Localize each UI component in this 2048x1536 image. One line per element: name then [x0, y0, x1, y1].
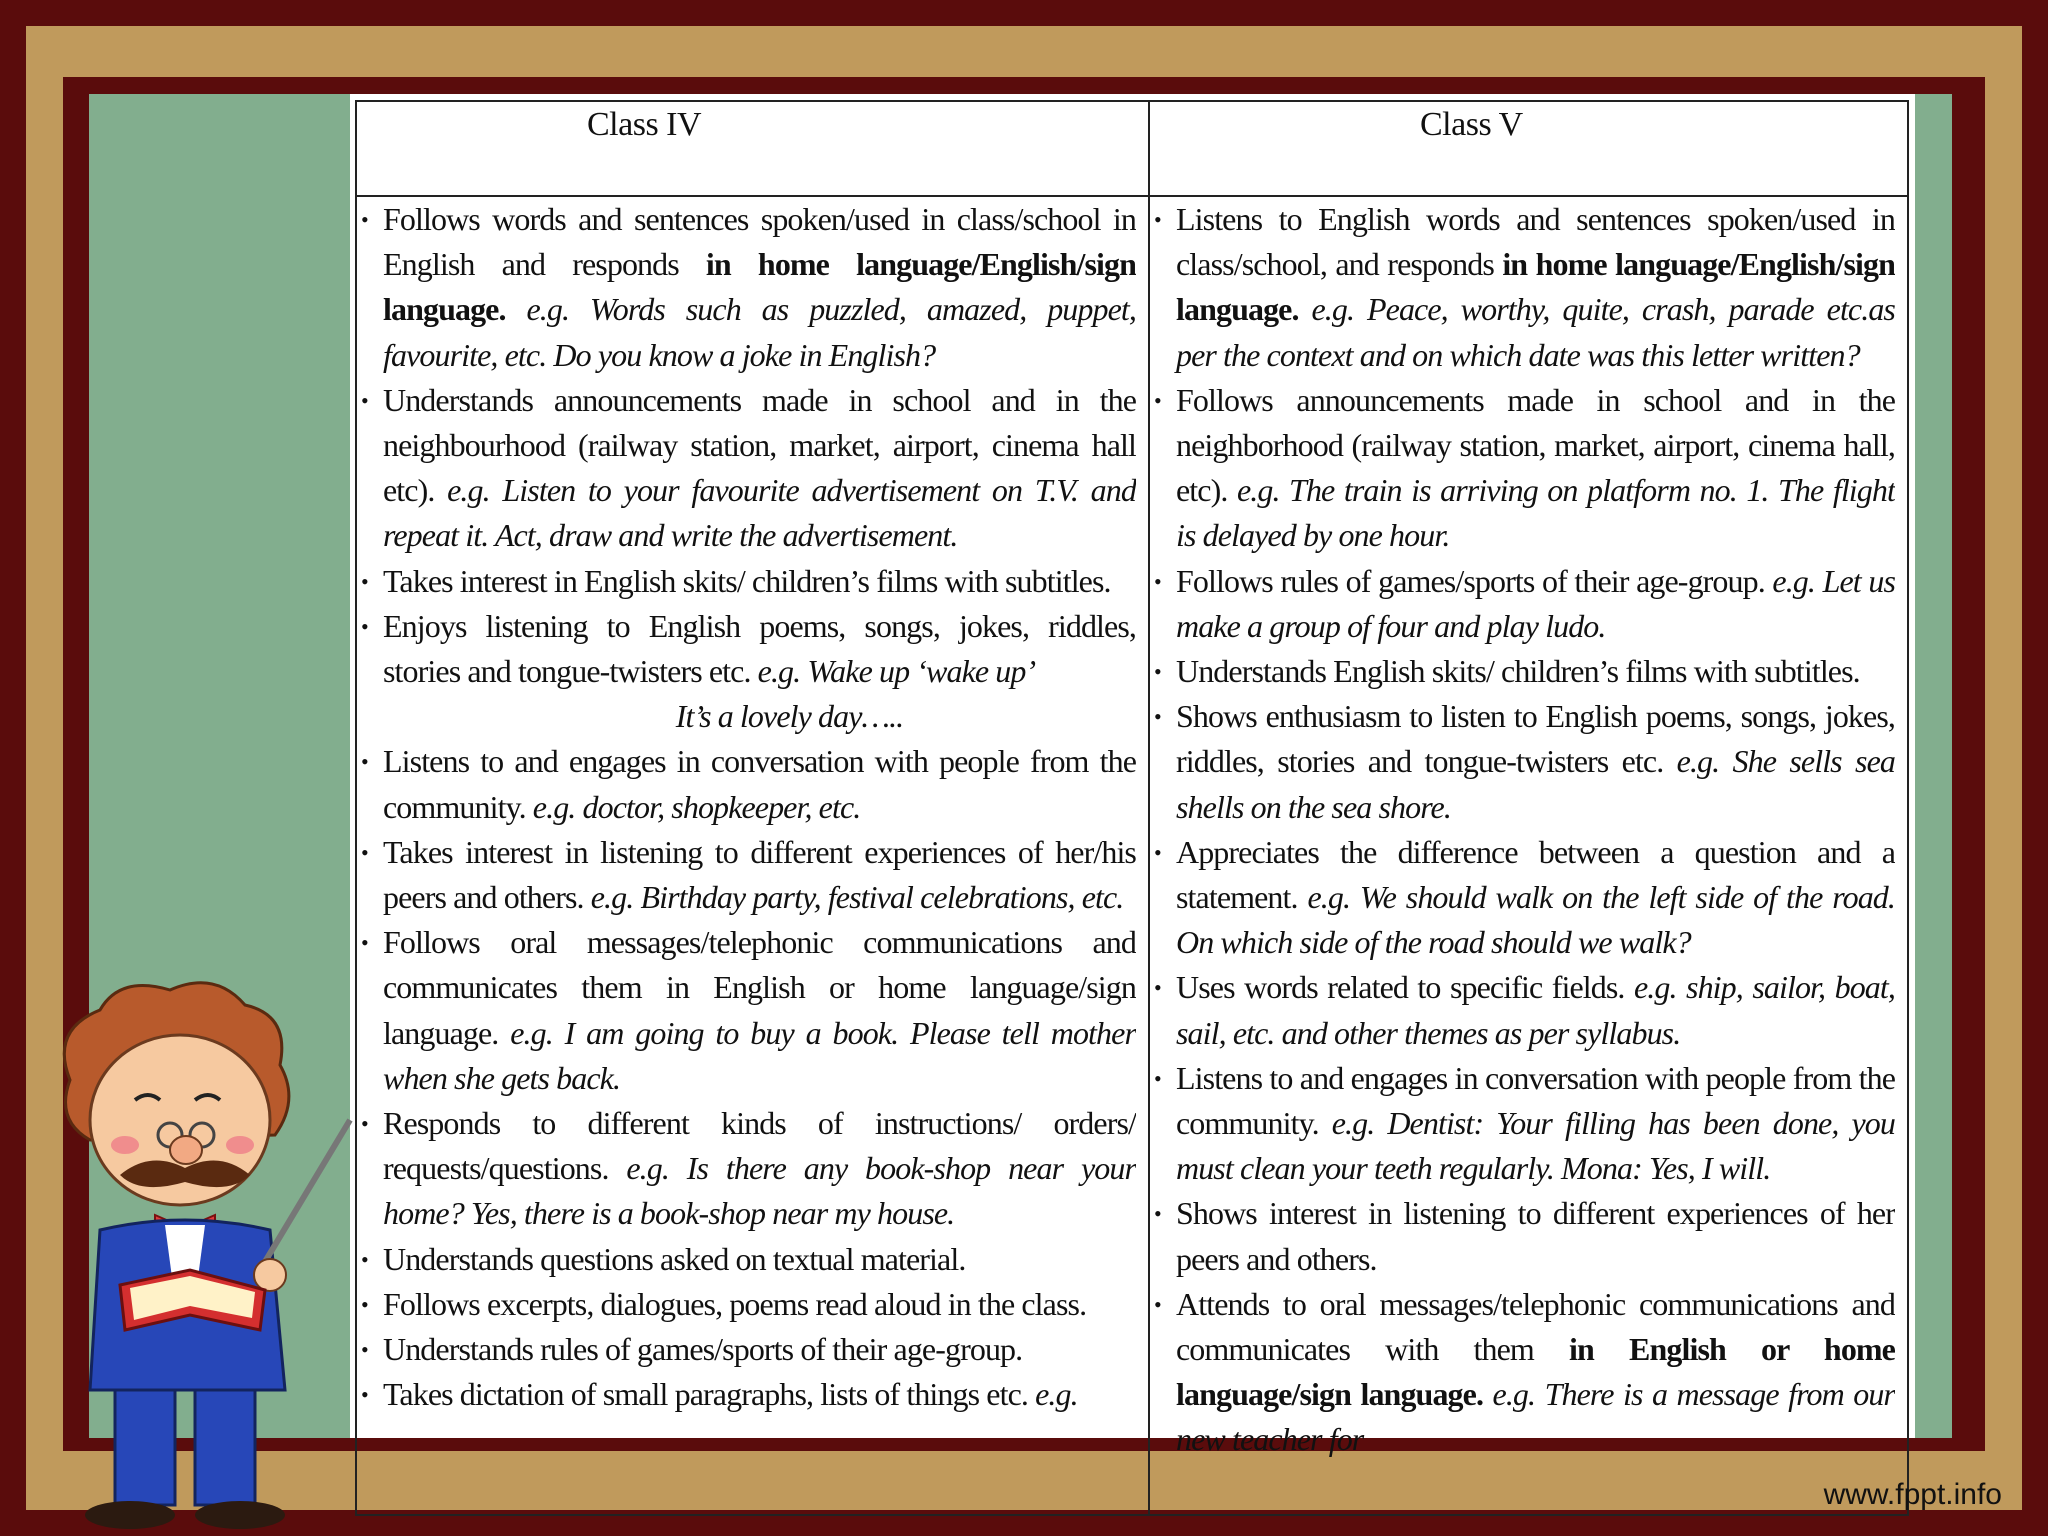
outcome-example: e.g. Words such as puzzled, amazed, puppet, favourite, etc. Do you know a joke in English? [383, 291, 1136, 373]
outcome-text: Understands rules of games/sports of their age-group. [383, 1331, 1023, 1368]
outcome-text: Understands English skits/ children’s films with subtitles. [1176, 653, 1860, 690]
outcome-text: Understands questions asked on textual material. [383, 1240, 966, 1277]
class-iv-outcome-item [361, 1237, 1136, 1282]
outcome-example: e.g. Birthday party, festival celebrations, etc. [590, 879, 1124, 916]
outcome-text: Uses words related to specific fields. [1176, 969, 1634, 1006]
outcome-text: Responds to different kinds of instructions/ orders/ requests/questions. [383, 1105, 1136, 1187]
curriculum-table [355, 100, 1909, 1516]
outcome-text: Understands announcements made in school and in the neighbourhood (railway station, market, airport, cinema hall etc). [383, 381, 1136, 509]
teacher-illustration [30, 970, 360, 1536]
table-header-row [356, 101, 1908, 196]
outcome-text: Takes dictation of small paragraphs, lists of things etc. [383, 1376, 1036, 1413]
outcome-bold-text: in home language/English/sign language. [383, 246, 1136, 328]
class-v-outcome-item [1154, 1056, 1895, 1192]
site-watermark: www.fppt.info [1823, 1478, 2002, 1511]
class-iv-outcome-item [361, 1282, 1136, 1327]
outcome-bold-text: in home language/English/sign language. [1176, 246, 1895, 328]
outcome-example: e.g. Let us make a group of four and play ludo. [1176, 562, 1895, 644]
class-v-outcome-item [1154, 649, 1895, 694]
outcome-example: e.g. Peace, worthy, quite, crash, parade etc.as per the context and on which date was this letter written? [1176, 291, 1895, 373]
outcome-text: Enjoys listening to English poems, songs, jokes, riddles, stories and tongue-twisters etc. [383, 607, 1136, 690]
outcome-text: Follows rules of games/sports of their age-group. [1176, 562, 1773, 599]
class-iv-outcomes-list [361, 197, 1136, 1417]
outcome-text: Follows announcements made in school and in the neighborhood (railway station, market, airport, cinema hall, etc). [1176, 381, 1895, 509]
class-iv-outcome-item [361, 604, 1136, 740]
outcome-example-continued: It’s a lovely day….. [675, 698, 904, 735]
class-v-outcome-item [1154, 1191, 1895, 1281]
outcome-text: Follows oral messages/telephonic communications and communicates them in English or home language/sign language. [383, 924, 1136, 1051]
class-iv-outcome-item [361, 920, 1136, 1101]
class-v-outcome-item [1154, 965, 1895, 1055]
class-iv-column [356, 196, 1149, 1515]
class-v-outcome-item [1154, 1282, 1895, 1463]
outcome-example: e.g. There is a message from our new teacher for [1176, 1376, 1895, 1458]
outcome-text: Listens to English words and sentences spoken/used in class/school, and responds [1176, 201, 1895, 283]
outcome-text: Follows words and sentences spoken/used in class/school in English and responds [383, 201, 1136, 283]
outcome-example: e.g. doctor, shopkeeper, etc. [532, 788, 861, 825]
class-iv-outcome-item [361, 197, 1136, 378]
outcome-example: e.g. She sells sea shells on the sea shore. [1176, 743, 1895, 825]
outcome-example: e.g. I am going to buy a book. Please tell mother when she gets back. [383, 1014, 1136, 1096]
class-iv-header: Class IV [356, 101, 1149, 196]
outcome-text: Shows interest in listening to different experiences of her peers and others. [1176, 1195, 1895, 1277]
outcome-bold-text: in English or home language/sign language. [1176, 1331, 1895, 1413]
class-iv-outcome-item [361, 559, 1136, 604]
class-iv-outcome-item [361, 1101, 1136, 1237]
class-v-outcome-item [1154, 197, 1895, 378]
outcome-text: Listens to and engages in conversation with people from the community. [383, 743, 1136, 825]
outcome-example: e.g. Dentist: Your filling has been done, you must clean your teeth regularly. Mona: Yes, I will. [1176, 1105, 1895, 1187]
outcome-example: e.g. ship, sailor, boat, sail, etc. and other themes as per syllabus. [1176, 969, 1895, 1051]
outcome-text: Shows enthusiasm to listen to English poems, songs, jokes, riddles, stories and tongue-twisters etc. [1176, 698, 1895, 780]
class-v-column [1149, 196, 1908, 1515]
table-body-row [356, 196, 1908, 1515]
outcome-example: e.g. Is there any book-shop near your home? Yes, there is a book-shop near my house. [383, 1150, 1136, 1232]
outcome-text: Takes interest in listening to different experiences of her/his peers and others. [383, 833, 1136, 916]
outcome-example: e.g. Wake up ‘wake up’ [757, 653, 1036, 690]
class-v-outcome-item [1154, 830, 1895, 966]
class-iv-outcome-item [361, 1372, 1136, 1417]
class-v-header: Class V [1149, 101, 1908, 196]
class-iv-outcome-item [361, 830, 1136, 920]
class-v-outcome-item [1154, 559, 1895, 649]
class-iv-outcome-item [361, 1327, 1136, 1372]
class-v-outcomes-list [1154, 197, 1895, 1463]
outcome-example: e.g. [1035, 1376, 1078, 1413]
outcome-example: e.g. The train is arriving on platform no. 1. The flight is delayed by one hour. [1176, 472, 1895, 554]
outcome-example: e.g. We should walk on the left side of the road. On which side of the road should we walk? [1176, 879, 1895, 961]
outcome-text: Listens to and engages in conversation with people from the community. [1176, 1059, 1895, 1142]
outcome-text: Follows excerpts, dialogues, poems read aloud in the class. [383, 1285, 1087, 1322]
class-v-outcome-item [1154, 378, 1895, 559]
outcome-text: Attends to oral messages/telephonic communications and communicates with them [1176, 1285, 1895, 1368]
class-iv-outcome-item [361, 378, 1136, 559]
class-v-outcome-item [1154, 694, 1895, 830]
outcome-text: Takes interest in English skits/ children’s films with subtitles. [383, 562, 1111, 599]
outcome-example: e.g. Listen to your favourite advertisement on T.V. and repeat it. Act, draw and write the advertisement. [383, 472, 1136, 554]
class-iv-outcome-item [361, 739, 1136, 829]
outcome-text: Appreciates the difference between a question and a statement. [1176, 833, 1895, 916]
